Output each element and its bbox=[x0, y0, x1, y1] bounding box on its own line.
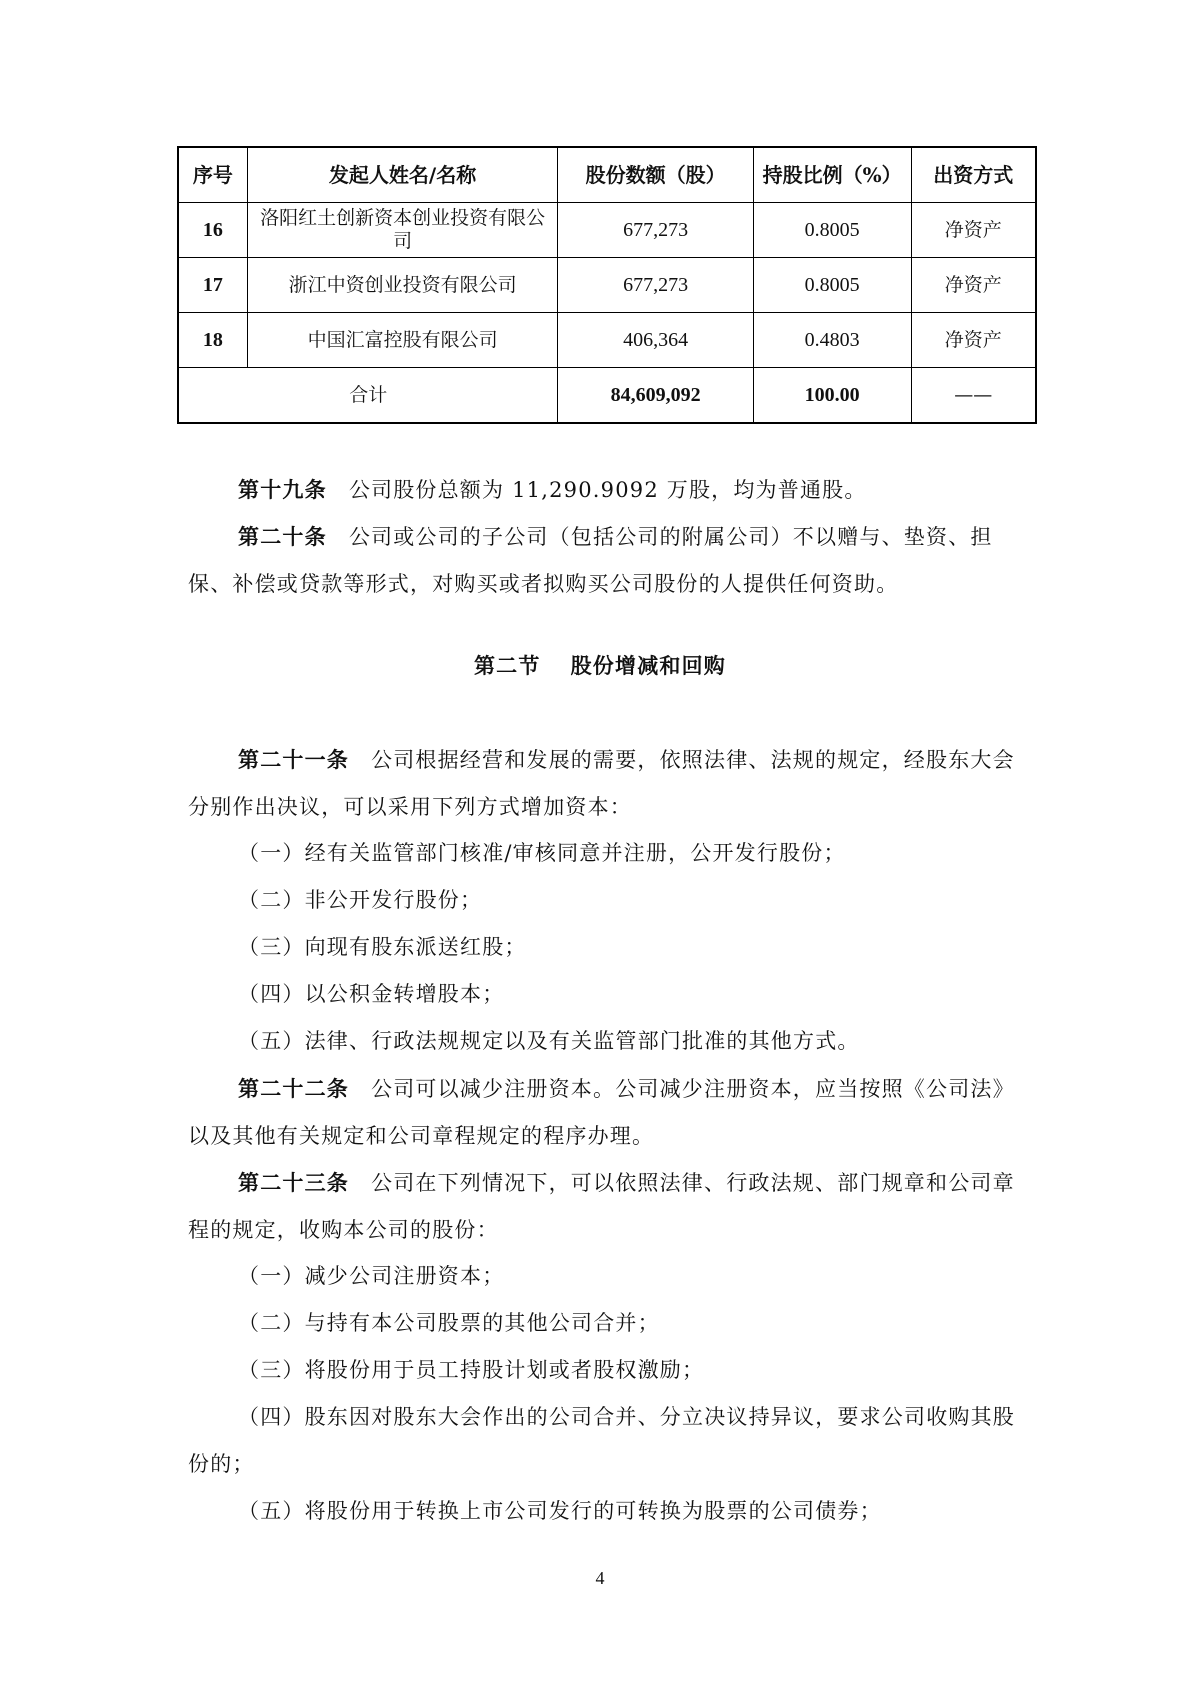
cell-method: 净资产 bbox=[911, 313, 1036, 368]
article-20-text: 公司或公司的子公司（包括公司的附属公司）不以赠与、垫资、担保、补偿或贷款等形式，对购买或者拟购买公司股份的人提供任何资助。 bbox=[188, 525, 993, 596]
total-shares: 84,609,092 bbox=[558, 368, 753, 424]
total-method: —— bbox=[911, 368, 1036, 424]
article-22 bbox=[188, 1065, 1016, 1160]
table-row bbox=[178, 313, 1036, 368]
cell-ratio: 0.8005 bbox=[753, 203, 911, 258]
list-item: （四）以公积金转增股本； bbox=[238, 982, 505, 1006]
page-number: 4 bbox=[595, 1568, 605, 1588]
cell-ratio: 0.8005 bbox=[753, 258, 911, 313]
article-19-label: 第十九条 bbox=[238, 477, 327, 502]
col-header-name: 发起人姓名/名称 bbox=[247, 147, 558, 203]
cell-seq: 18 bbox=[178, 313, 247, 368]
cell-name: 洛阳红土创新资本创业投资有限公司 bbox=[247, 203, 558, 258]
article-19-text: 公司股份总额为 11,290.9092 万股，均为普通股。 bbox=[348, 478, 867, 502]
table-total-row bbox=[178, 368, 1036, 424]
list-item: （三）向现有股东派送红股； bbox=[238, 935, 527, 959]
list-item: （五）法律、行政法规规定以及有关监管部门批准的其他方式。 bbox=[238, 1029, 860, 1053]
article-21-label: 第二十一条 bbox=[238, 747, 349, 772]
article-19 bbox=[188, 466, 1016, 514]
cell-method: 净资产 bbox=[911, 258, 1036, 313]
list-item: （三）将股份用于员工持股计划或者股权激励； bbox=[238, 1358, 705, 1382]
col-header-method: 出资方式 bbox=[911, 147, 1036, 203]
col-header-seq: 序号 bbox=[178, 147, 247, 203]
article-20-label: 第二十条 bbox=[238, 524, 327, 549]
cell-shares: 677,273 bbox=[558, 203, 753, 258]
shareholder-table bbox=[177, 146, 1037, 424]
article-23 bbox=[188, 1159, 1016, 1254]
cell-method: 净资产 bbox=[911, 203, 1036, 258]
article-23-label: 第二十三条 bbox=[238, 1170, 349, 1195]
list-item: （一）经有关监管部门核准/审核同意并注册，公开发行股份； bbox=[238, 841, 846, 865]
cell-seq: 17 bbox=[178, 258, 247, 313]
table-row bbox=[178, 258, 1036, 313]
section-title: 股份增减和回购 bbox=[570, 653, 726, 678]
section-heading bbox=[0, 650, 1200, 680]
article-22-text: 公司可以减少注册资本。公司减少注册资本，应当按照《公司法》以及其他有关规定和公司章程规定的程序办理。 bbox=[188, 1077, 1015, 1148]
total-label: 合计 bbox=[178, 368, 558, 424]
cell-shares: 677,273 bbox=[558, 258, 753, 313]
article-22-label: 第二十二条 bbox=[238, 1076, 349, 1101]
list-item: （四）股东因对股东大会作出的公司合并、分立决议持异议，要求公司收购其股份的； bbox=[188, 1405, 1015, 1476]
cell-seq: 16 bbox=[178, 203, 247, 258]
list-item: （二）非公开发行股份； bbox=[238, 888, 483, 912]
article-23-text: 公司在下列情况下，可以依照法律、行政法规、部门规章和公司章程的规定，收购本公司的股份： bbox=[188, 1171, 1015, 1242]
cell-shares: 406,364 bbox=[558, 313, 753, 368]
cell-name: 中国汇富控股有限公司 bbox=[247, 313, 558, 368]
table-row bbox=[178, 203, 1036, 258]
cell-name: 浙江中资创业投资有限公司 bbox=[247, 258, 558, 313]
col-header-shares: 股份数额（股） bbox=[558, 147, 753, 203]
article-21-text: 公司根据经营和发展的需要，依照法律、法规的规定，经股东大会分别作出决议，可以采用下列方式增加资本： bbox=[188, 748, 1015, 819]
list-item: （五）将股份用于转换上市公司发行的可转换为股票的公司债券； bbox=[238, 1499, 882, 1523]
table-header-row bbox=[178, 147, 1036, 203]
cell-ratio: 0.4803 bbox=[753, 313, 911, 368]
section-number: 第二节 bbox=[473, 653, 541, 678]
total-ratio: 100.00 bbox=[753, 368, 911, 424]
article-20 bbox=[188, 513, 1016, 608]
col-header-ratio: 持股比例（%） bbox=[753, 147, 911, 203]
list-item: （一）减少公司注册资本； bbox=[238, 1264, 505, 1288]
list-item: （二）与持有本公司股票的其他公司合并； bbox=[238, 1311, 660, 1335]
article-21 bbox=[188, 736, 1016, 831]
